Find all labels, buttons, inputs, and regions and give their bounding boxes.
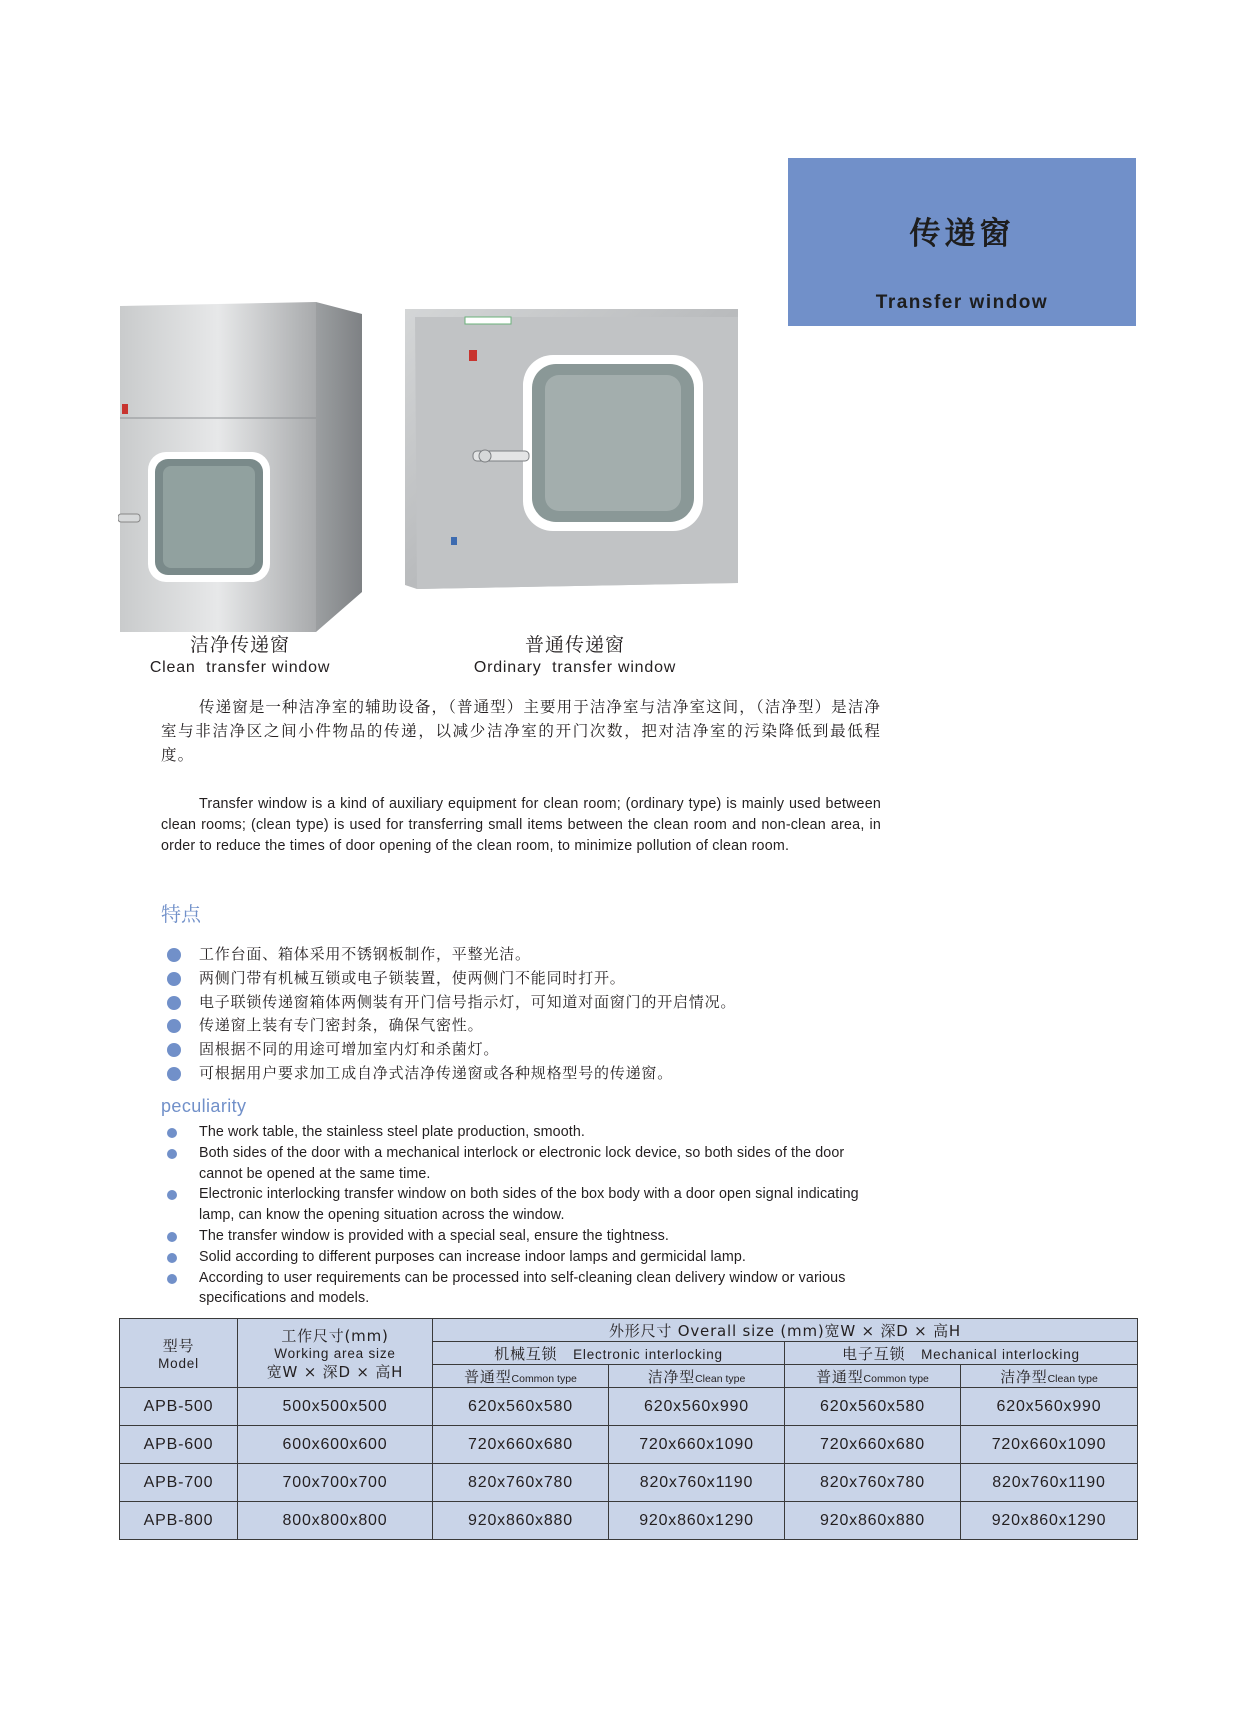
cell-size: 720x660x680	[433, 1426, 609, 1464]
table-header-row	[120, 1319, 1138, 1342]
list-item-text: 可根据用户要求加工成自净式洁净传递窗或各种规格型号的传递窗。	[199, 1063, 674, 1082]
features-list-zh	[161, 943, 736, 1086]
page-title-en: Transfer window	[875, 292, 1049, 313]
cell-size: 820x760x1190	[961, 1464, 1138, 1502]
bullet-dot-icon	[167, 1253, 177, 1263]
table-row	[120, 1388, 1138, 1426]
header-common-type	[785, 1365, 961, 1388]
list-item-text: 固根据不同的用途可增加室内灯和杀菌灯。	[199, 1040, 500, 1059]
list-item	[161, 991, 736, 1015]
cell-model: APB-700	[120, 1464, 238, 1502]
header-group-1-zh: 机械互锁	[494, 1344, 558, 1363]
list-item	[161, 1038, 736, 1062]
header-common-type	[433, 1365, 609, 1388]
list-item	[161, 1226, 881, 1247]
header-group-2	[785, 1342, 1138, 1365]
section-heading-peculiarity-en: peculiarity	[161, 1096, 247, 1116]
header-clean-en: Clean type	[1047, 1372, 1098, 1385]
header-common-en: Common type	[511, 1372, 577, 1385]
list-item	[161, 1014, 736, 1038]
header-clean-type	[961, 1365, 1138, 1388]
table-row	[120, 1464, 1138, 1502]
intro-paragraph-zh: 传递窗是一种洁净室的辅助设备，（普通型）主要用于洁净室与洁净室这间，（洁净型）是洁净室与非洁净区之间小件物品的传递，以减少洁净室的开门次数，把对洁净室的污染降低到最低程度。	[161, 698, 881, 764]
bullet-dot-icon	[167, 972, 181, 986]
cell-working-size: 700x700x700	[238, 1464, 433, 1502]
list-item-text: 工作台面、箱体采用不锈钢板制作，平整光洁。	[199, 945, 531, 963]
list-item	[161, 967, 736, 991]
bullet-dot-icon	[167, 1043, 181, 1057]
caption-clean-zh: 洁净传递窗	[189, 634, 290, 656]
cell-working-size: 600x600x600	[238, 1426, 433, 1464]
caption-ordinary-en: Ordinary transfer window	[473, 659, 677, 676]
cell-size: 620x560x580	[433, 1388, 609, 1426]
cell-working-size: 800x800x800	[238, 1502, 433, 1540]
list-item	[161, 943, 736, 967]
cell-model: APB-600	[120, 1426, 238, 1464]
list-item-text: Electronic interlocking transfer window on both sides of the box body with a door open signal indicating lamp, can know the opening situation across the window.	[199, 1186, 859, 1224]
list-item-text: Solid according to different purposes can increase indoor lamps and germicidal lamp.	[199, 1248, 746, 1265]
header-clean-zh: 洁净型	[647, 1367, 696, 1386]
cell-size: 720x660x1090	[609, 1426, 785, 1464]
cell-working-size: 500x500x500	[238, 1388, 433, 1426]
cell-size: 820x760x780	[785, 1464, 961, 1502]
cell-size: 620x560x580	[785, 1388, 961, 1426]
header-common-zh: 普通型	[816, 1367, 864, 1386]
list-item-text: The transfer window is provided with a special seal, ensure the tightness.	[199, 1227, 669, 1244]
header-group-1	[433, 1342, 785, 1365]
cell-size: 620x560x990	[609, 1388, 785, 1426]
cell-size: 720x660x680	[785, 1426, 961, 1464]
header-overall-size: 外形尺寸 Overall size (mm)宽W × 深D × 高H	[433, 1319, 1138, 1342]
cell-size: 720x660x1090	[961, 1426, 1138, 1464]
ordinary-transfer-window-image	[405, 307, 740, 592]
header-clean-zh: 洁净型	[1000, 1367, 1048, 1386]
header-model-en: Model	[158, 1356, 199, 1371]
cell-size: 920x860x880	[433, 1502, 609, 1540]
cell-size: 920x860x1290	[961, 1502, 1138, 1540]
bullet-dot-icon	[167, 1274, 177, 1284]
list-item-text: According to user requirements can be processed into self-cleaning clean delivery window or various specifications and models.	[199, 1269, 846, 1307]
table-row	[120, 1426, 1138, 1464]
cell-size: 920x860x880	[785, 1502, 961, 1540]
list-item-text: Both sides of the door with a mechanical interlock or electronic lock device, so both sides of the door cannot be opened at the same time.	[199, 1144, 845, 1182]
cell-model: APB-500	[120, 1388, 238, 1426]
bullet-dot-icon	[167, 1067, 181, 1081]
header-group-2-zh: 电子互锁	[842, 1344, 906, 1363]
cell-size: 820x760x780	[433, 1464, 609, 1502]
bullet-dot-icon	[167, 948, 181, 962]
list-item	[161, 1268, 881, 1310]
list-item-text: 电子联锁传递窗箱体两侧装有开门信号指示灯，可知道对面窗门的开启情况。	[199, 992, 737, 1011]
header-clean-en: Clean type	[695, 1372, 746, 1385]
cell-size: 620x560x990	[961, 1388, 1138, 1426]
header-working-dims: 宽W × 深D × 高H	[266, 1362, 404, 1381]
bullet-dot-icon	[167, 1190, 177, 1200]
bullet-dot-icon	[167, 1149, 177, 1159]
page-title-zh: 传递窗	[909, 216, 1015, 252]
header-group-2-en: Mechanical interlocking	[921, 1346, 1080, 1362]
header-working-size	[238, 1319, 433, 1388]
intro-paragraph-en: Transfer window is a kind of auxiliary equipment for clean room; (ordinary type) is mainly used between clean rooms; (clean type) is used for transferring small items between the clean room and non-clean area, in order to reduce the times of door opening of the clean room, to minimize pollution of clean room.	[161, 796, 881, 854]
cell-model: APB-800	[120, 1502, 238, 1540]
features-list-en	[161, 1122, 881, 1309]
list-item	[161, 1247, 881, 1268]
header-common-zh: 普通型	[464, 1367, 512, 1386]
header-group-1-en: Electronic interlocking	[573, 1346, 723, 1362]
header-common-en: Common type	[863, 1372, 929, 1385]
bullet-dot-icon	[167, 1128, 177, 1138]
header-working-zh: 工作尺寸(mm)	[281, 1326, 389, 1345]
caption-ordinary-zh: 普通传递窗	[524, 634, 625, 656]
list-item	[161, 1143, 881, 1185]
header-clean-type	[609, 1365, 785, 1388]
list-item	[161, 1184, 881, 1226]
spec-table	[119, 1318, 1138, 1540]
list-item-text: 传递窗上装有专门密封条，确保气密性。	[199, 1016, 484, 1035]
list-item	[161, 1122, 881, 1143]
header-working-en: Working area size	[274, 1345, 396, 1361]
cell-size: 820x760x1190	[609, 1464, 785, 1502]
header-model	[120, 1319, 238, 1388]
list-item	[161, 1062, 736, 1086]
bullet-dot-icon	[167, 996, 181, 1010]
bullet-dot-icon	[167, 1232, 177, 1242]
caption-clean-en: Clean transfer window	[149, 659, 331, 676]
table-row	[120, 1502, 1138, 1540]
list-item-text: The work table, the stainless steel plate production, smooth.	[199, 1124, 585, 1140]
header-model-zh: 型号	[162, 1337, 195, 1355]
title-box	[788, 158, 1136, 326]
bullet-dot-icon	[167, 1019, 181, 1033]
list-item-text: 两侧门带有机械互锁或电子锁装置，使两侧门不能同时打开。	[199, 968, 626, 987]
cell-size: 920x860x1290	[609, 1502, 785, 1540]
clean-transfer-window-image	[118, 300, 363, 635]
section-heading-features-zh: 特点	[161, 902, 201, 926]
